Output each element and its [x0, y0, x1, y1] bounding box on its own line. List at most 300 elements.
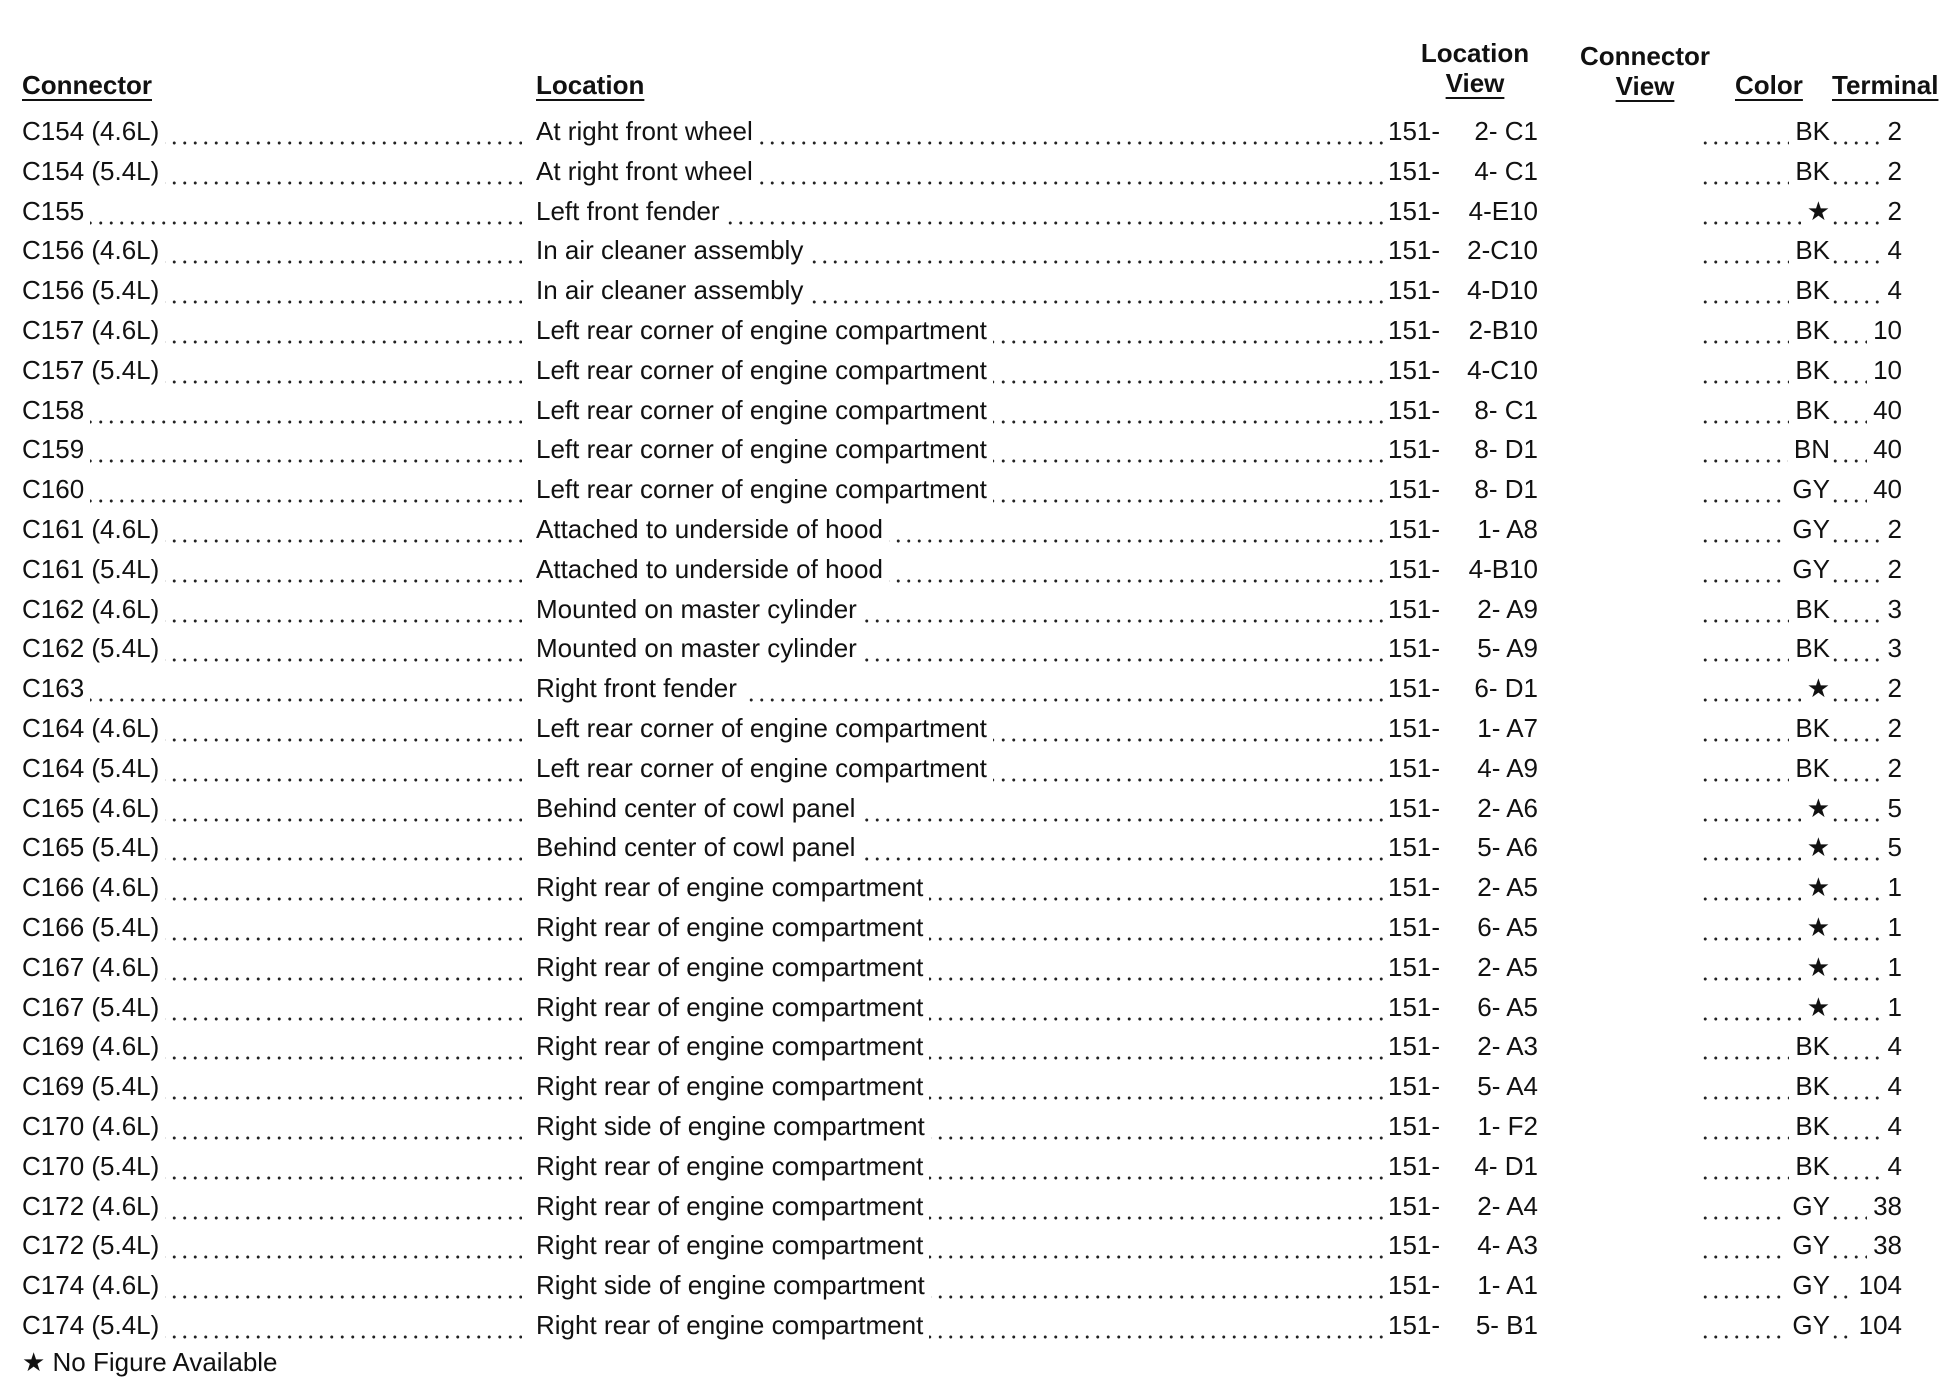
- location-view-cell-text: 5- B1: [1475, 1309, 1538, 1340]
- location-view-cell: [1430, 789, 1538, 829]
- table-row: [0, 1107, 1950, 1147]
- terminal-cell-text: 4: [1882, 275, 1902, 305]
- location-cell-text: In air cleaner assembly: [536, 235, 809, 265]
- terminal-cell-text: 2: [1882, 673, 1902, 703]
- connector-cell: [22, 271, 522, 311]
- color-cell: [1700, 112, 1830, 152]
- table-row: [0, 550, 1950, 590]
- terminal-cell-text: 40: [1867, 434, 1902, 464]
- location-view-cell-text: 1- A7: [1477, 712, 1538, 743]
- table-row: [0, 430, 1950, 470]
- page-cell: [1388, 430, 1441, 470]
- location-view-cell: [1430, 1226, 1538, 1266]
- page-cell-text: 151-: [1388, 593, 1441, 624]
- table-row: [0, 1306, 1950, 1346]
- terminal-cell-text: 3: [1882, 633, 1902, 663]
- table-row: [0, 351, 1950, 391]
- connector-cell-text: C174 (4.6L): [22, 1270, 165, 1300]
- connector-cell-text: C169 (4.6L): [22, 1031, 165, 1061]
- location-view-cell-text: 1- A8: [1477, 513, 1538, 544]
- header-color: Color: [1735, 70, 1803, 100]
- table-row: [0, 749, 1950, 789]
- page-cell-text: 151-: [1388, 314, 1441, 345]
- page-cell-text: 151-: [1388, 872, 1441, 903]
- color-cell: [1700, 391, 1830, 431]
- connector-cell: [22, 1107, 522, 1147]
- color-cell-text: BK: [1789, 753, 1830, 783]
- location-view-cell-text: 2- C1: [1474, 116, 1538, 146]
- location-view-cell: [1430, 709, 1538, 749]
- location-cell: [536, 908, 1386, 948]
- location-cell-text: Left front fender: [536, 196, 726, 226]
- color-cell-text: BK: [1789, 355, 1830, 385]
- color-cell: [1700, 152, 1830, 192]
- color-cell-text: GY: [1786, 514, 1830, 544]
- color-cell: [1700, 1147, 1830, 1187]
- table-row: [0, 311, 1950, 351]
- location-cell-text: At right front wheel: [536, 156, 759, 186]
- location-cell: [536, 1107, 1386, 1147]
- connector-cell: [22, 908, 522, 948]
- color-cell-text: BK: [1789, 116, 1830, 146]
- terminal-cell-text: 104: [1853, 1270, 1902, 1300]
- location-cell-text: Left rear corner of engine compartment: [536, 474, 993, 504]
- terminal-cell-text: 4: [1882, 1071, 1902, 1101]
- location-view-cell: [1430, 908, 1538, 948]
- location-view-cell-text: 2-C10: [1467, 235, 1538, 266]
- table-row: [0, 1226, 1950, 1266]
- location-cell: [536, 789, 1386, 829]
- page-cell-text: 151-: [1388, 832, 1441, 863]
- location-cell-text: Mounted on master cylinder: [536, 633, 863, 663]
- color-cell: [1700, 709, 1830, 749]
- location-view-cell-text: 2- A6: [1477, 792, 1538, 823]
- page-cell: [1388, 1266, 1441, 1306]
- location-cell-text: Behind center of cowl panel: [536, 832, 861, 862]
- connector-cell-text: C167 (4.6L): [22, 952, 165, 982]
- connector-cell: [22, 789, 522, 829]
- location-cell: [536, 192, 1386, 232]
- connector-cell-text: C165 (5.4L): [22, 832, 165, 862]
- page-cell-text: 151-: [1388, 1190, 1441, 1221]
- connector-cell: [22, 1187, 522, 1227]
- location-cell-text: Right rear of engine compartment: [536, 1230, 929, 1260]
- terminal-cell: [1830, 231, 1902, 271]
- terminal-cell: [1830, 192, 1902, 232]
- location-view-cell-text: 5- A9: [1477, 633, 1538, 664]
- page-cell-text: 151-: [1388, 1110, 1441, 1141]
- location-cell: [536, 430, 1386, 470]
- connector-cell-text: C170 (5.4L): [22, 1151, 165, 1181]
- connector-cell-text: C157 (5.4L): [22, 355, 165, 385]
- terminal-cell: [1830, 1187, 1902, 1227]
- location-view-cell: [1430, 1187, 1538, 1227]
- terminal-cell-text: 10: [1867, 355, 1902, 385]
- location-view-cell-text: 4-B10: [1468, 553, 1538, 584]
- terminal-cell-text: 4: [1882, 1111, 1902, 1141]
- location-view-cell: [1430, 988, 1538, 1028]
- connector-cell-text: C154 (4.6L): [22, 116, 165, 146]
- color-cell-text: ★: [1801, 872, 1830, 902]
- color-cell: [1700, 908, 1830, 948]
- connector-cell: [22, 550, 522, 590]
- connector-cell: [22, 231, 522, 271]
- page-cell: [1388, 192, 1441, 232]
- terminal-cell-text: 4: [1882, 235, 1902, 265]
- table-row: [0, 1266, 1950, 1306]
- location-cell-text: Attached to underside of hood: [536, 514, 889, 544]
- connector-cell: [22, 629, 522, 669]
- location-view-cell-text: 6- D1: [1474, 673, 1538, 704]
- location-view-cell: [1430, 1107, 1538, 1147]
- connector-cell-text: C154 (5.4L): [22, 156, 165, 186]
- color-cell: [1700, 231, 1830, 271]
- location-cell: [536, 828, 1386, 868]
- location-cell-text: Right rear of engine compartment: [536, 912, 929, 942]
- terminal-cell: [1830, 311, 1902, 351]
- location-cell-text: Left rear corner of engine compartment: [536, 395, 993, 425]
- page-cell: [1388, 550, 1441, 590]
- connector-cell: [22, 1306, 522, 1346]
- terminal-cell: [1830, 1266, 1902, 1306]
- table-row: [0, 709, 1950, 749]
- terminal-cell: [1830, 749, 1902, 789]
- location-cell-text: Right front fender: [536, 673, 743, 703]
- location-view-cell-text: 2-B10: [1468, 314, 1538, 345]
- location-cell-text: Right rear of engine compartment: [536, 1071, 929, 1101]
- terminal-cell: [1830, 112, 1902, 152]
- location-view-cell: [1430, 112, 1538, 152]
- color-cell: [1700, 550, 1830, 590]
- connector-cell-text: C160: [22, 474, 90, 504]
- color-cell-text: BN: [1788, 434, 1830, 464]
- location-view-cell-text: 8- C1: [1474, 394, 1538, 425]
- page-cell: [1388, 1147, 1441, 1187]
- terminal-cell-text: 2: [1882, 753, 1902, 783]
- connector-cell-text: C166 (5.4L): [22, 912, 165, 942]
- location-cell: [536, 510, 1386, 550]
- location-view-cell-text: 6- A5: [1477, 911, 1538, 942]
- location-view-cell: [1430, 271, 1538, 311]
- color-cell: [1700, 1266, 1830, 1306]
- location-view-cell: [1430, 749, 1538, 789]
- terminal-cell: [1830, 510, 1902, 550]
- terminal-cell: [1830, 391, 1902, 431]
- connector-cell-text: C156 (5.4L): [22, 275, 165, 305]
- terminal-cell-text: 4: [1882, 1151, 1902, 1181]
- connector-cell: [22, 192, 522, 232]
- connector-cell: [22, 669, 522, 709]
- location-cell: [536, 948, 1386, 988]
- location-view-cell-text: 2- A9: [1477, 593, 1538, 624]
- location-cell: [536, 868, 1386, 908]
- location-view-cell: [1430, 669, 1538, 709]
- page-cell-text: 151-: [1388, 752, 1441, 783]
- connector-cell: [22, 510, 522, 550]
- color-cell-text: GY: [1786, 554, 1830, 584]
- page-cell: [1388, 351, 1441, 391]
- color-cell: [1700, 868, 1830, 908]
- terminal-cell-text: 2: [1882, 196, 1902, 226]
- terminal-cell: [1830, 1107, 1902, 1147]
- page-cell: [1388, 749, 1441, 789]
- terminal-cell-text: 10: [1867, 315, 1902, 345]
- terminal-cell: [1830, 590, 1902, 630]
- location-cell-text: Left rear corner of engine compartment: [536, 315, 993, 345]
- page-cell: [1388, 1027, 1441, 1067]
- location-view-cell-text: 4-D10: [1467, 275, 1538, 306]
- location-cell: [536, 311, 1386, 351]
- color-cell-text: ★: [1801, 673, 1830, 703]
- connector-cell-text: C170 (4.6L): [22, 1111, 165, 1141]
- location-cell-text: At right front wheel: [536, 116, 759, 146]
- location-view-cell: [1430, 510, 1538, 550]
- location-cell: [536, 231, 1386, 271]
- color-cell: [1700, 988, 1830, 1028]
- page-cell: [1388, 828, 1441, 868]
- location-cell-text: Left rear corner of engine compartment: [536, 713, 993, 743]
- terminal-cell-text: 104: [1853, 1310, 1902, 1340]
- color-cell-text: BK: [1789, 713, 1830, 743]
- page-cell: [1388, 271, 1441, 311]
- page-cell: [1388, 908, 1441, 948]
- location-cell-text: Right rear of engine compartment: [536, 1191, 929, 1221]
- table-row: [0, 152, 1950, 192]
- page-cell-text: 151-: [1388, 354, 1441, 385]
- terminal-cell-text: 40: [1867, 395, 1902, 425]
- color-cell-text: BK: [1789, 395, 1830, 425]
- connector-cell-text: C162 (5.4L): [22, 633, 165, 663]
- table-row: [0, 948, 1950, 988]
- location-view-cell: [1430, 231, 1538, 271]
- table-row: [0, 470, 1950, 510]
- location-view-cell: [1430, 470, 1538, 510]
- terminal-cell-text: 1: [1882, 912, 1902, 942]
- page-cell-text: 151-: [1388, 991, 1441, 1022]
- terminal-cell: [1830, 828, 1902, 868]
- color-cell-text: ★: [1801, 992, 1830, 1022]
- color-cell: [1700, 789, 1830, 829]
- location-cell-text: Right rear of engine compartment: [536, 872, 929, 902]
- table-row: [0, 590, 1950, 630]
- terminal-cell-text: 5: [1882, 832, 1902, 862]
- terminal-cell: [1830, 470, 1902, 510]
- terminal-cell: [1830, 271, 1902, 311]
- table-row: [0, 112, 1950, 152]
- table-header: [0, 0, 1950, 110]
- terminal-cell-text: 2: [1882, 713, 1902, 743]
- location-cell: [536, 1027, 1386, 1067]
- terminal-cell-text: 5: [1882, 793, 1902, 823]
- color-cell-text: ★: [1801, 196, 1830, 226]
- location-view-cell-text: 5- A6: [1477, 832, 1538, 863]
- color-cell-text: BK: [1789, 594, 1830, 624]
- page-cell: [1388, 112, 1441, 152]
- page-cell-text: 151-: [1388, 1150, 1441, 1181]
- color-cell: [1700, 192, 1830, 232]
- page-cell-text: 151-: [1388, 1071, 1441, 1102]
- location-view-cell: [1430, 868, 1538, 908]
- location-view-cell: [1430, 1067, 1538, 1107]
- connector-cell-text: C162 (4.6L): [22, 594, 165, 624]
- color-cell: [1700, 271, 1830, 311]
- color-cell: [1700, 430, 1830, 470]
- location-view-cell-text: 4- D1: [1474, 1150, 1538, 1181]
- header-location: Location: [536, 70, 645, 100]
- color-cell-text: BK: [1789, 235, 1830, 265]
- header-connector-view: Connector View: [1580, 41, 1710, 101]
- terminal-cell-text: 3: [1882, 594, 1902, 624]
- location-cell: [536, 1266, 1386, 1306]
- color-cell: [1700, 510, 1830, 550]
- location-view-cell: [1430, 192, 1538, 232]
- page-cell-text: 151-: [1388, 673, 1441, 704]
- location-cell: [536, 669, 1386, 709]
- header-connector: Connector: [22, 70, 152, 100]
- page-cell: [1388, 629, 1441, 669]
- table-row: [0, 1147, 1950, 1187]
- color-cell: [1700, 1067, 1830, 1107]
- location-cell-text: Left rear corner of engine compartment: [536, 434, 993, 464]
- color-cell-text: ★: [1801, 793, 1830, 823]
- page-cell: [1388, 1107, 1441, 1147]
- location-view-cell: [1430, 152, 1538, 192]
- page-cell-text: 151-: [1388, 474, 1441, 505]
- color-cell: [1700, 1306, 1830, 1346]
- page-cell-text: 151-: [1388, 275, 1441, 306]
- terminal-cell: [1830, 351, 1902, 391]
- connector-cell-text: C167 (5.4L): [22, 992, 165, 1022]
- connector-cell: [22, 1266, 522, 1306]
- color-cell: [1700, 669, 1830, 709]
- page-cell: [1388, 470, 1441, 510]
- page-cell: [1388, 789, 1441, 829]
- connector-cell-text: C157 (4.6L): [22, 315, 165, 345]
- location-cell-text: Left rear corner of engine compartment: [536, 753, 993, 783]
- connector-cell: [22, 749, 522, 789]
- color-cell: [1700, 1187, 1830, 1227]
- connector-cell: [22, 430, 522, 470]
- color-cell: [1700, 1226, 1830, 1266]
- connector-cell: [22, 1067, 522, 1107]
- location-cell-text: Right rear of engine compartment: [536, 1151, 929, 1181]
- terminal-cell: [1830, 430, 1902, 470]
- color-cell-text: BK: [1789, 315, 1830, 345]
- page-cell-text: 151-: [1388, 792, 1441, 823]
- terminal-cell: [1830, 1306, 1902, 1346]
- table-row: [0, 868, 1950, 908]
- connector-cell-text: C165 (4.6L): [22, 793, 165, 823]
- connector-cell-text: C174 (5.4L): [22, 1310, 165, 1340]
- page-cell-text: 151-: [1388, 513, 1441, 544]
- connector-cell-text: C166 (4.6L): [22, 872, 165, 902]
- location-cell-text: Right rear of engine compartment: [536, 1310, 929, 1340]
- table-row: [0, 510, 1950, 550]
- header-terminal: Terminal: [1832, 70, 1939, 100]
- connector-cell: [22, 828, 522, 868]
- page-cell: [1388, 1187, 1441, 1227]
- location-view-cell-text: 1- A1: [1477, 1270, 1538, 1301]
- terminal-cell-text: 1: [1882, 872, 1902, 902]
- location-cell-text: Right rear of engine compartment: [536, 952, 929, 982]
- color-cell: [1700, 470, 1830, 510]
- page-cell-text: 151-: [1388, 1270, 1441, 1301]
- page-cell-text: 151-: [1388, 712, 1441, 743]
- terminal-cell: [1830, 1027, 1902, 1067]
- location-view-cell: [1430, 1147, 1538, 1187]
- connector-cell: [22, 470, 522, 510]
- location-view-cell: [1430, 1027, 1538, 1067]
- location-cell-text: Behind center of cowl panel: [536, 793, 861, 823]
- page-cell: [1388, 709, 1441, 749]
- connector-cell: [22, 1226, 522, 1266]
- terminal-cell-text: 38: [1867, 1191, 1902, 1221]
- connector-cell: [22, 988, 522, 1028]
- page-cell-text: 151-: [1388, 553, 1441, 584]
- connector-cell-text: C172 (4.6L): [22, 1191, 165, 1221]
- page-cell: [1388, 590, 1441, 630]
- location-view-cell-text: 6- A5: [1477, 991, 1538, 1022]
- terminal-cell-text: 2: [1882, 116, 1902, 146]
- terminal-cell-text: 2: [1882, 554, 1902, 584]
- location-cell: [536, 1147, 1386, 1187]
- location-cell-text: In air cleaner assembly: [536, 275, 809, 305]
- connector-cell-text: C163: [22, 673, 90, 703]
- terminal-cell: [1830, 789, 1902, 829]
- connector-cell-text: C164 (5.4L): [22, 753, 165, 783]
- terminal-cell: [1830, 1147, 1902, 1187]
- connector-cell: [22, 868, 522, 908]
- color-cell-text: ★: [1801, 832, 1830, 862]
- connector-cell: [22, 351, 522, 391]
- location-cell: [536, 709, 1386, 749]
- terminal-cell: [1830, 988, 1902, 1028]
- location-cell: [536, 351, 1386, 391]
- color-cell: [1700, 948, 1830, 988]
- table-row: [0, 669, 1950, 709]
- location-view-cell-text: 8- D1: [1474, 474, 1538, 505]
- terminal-cell: [1830, 908, 1902, 948]
- location-view-cell-text: 2- A3: [1477, 1031, 1538, 1062]
- location-cell-text: Right side of engine compartment: [536, 1111, 931, 1141]
- location-cell: [536, 112, 1386, 152]
- location-view-cell: [1430, 1266, 1538, 1306]
- terminal-cell-text: 1: [1882, 952, 1902, 982]
- terminal-cell-text: 2: [1882, 514, 1902, 544]
- page-cell-text: 151-: [1388, 1031, 1441, 1062]
- page-cell: [1388, 1226, 1441, 1266]
- location-view-cell-text: 5- A4: [1477, 1071, 1538, 1102]
- page-cell: [1388, 231, 1441, 271]
- table-row: [0, 1187, 1950, 1227]
- connector-cell: [22, 709, 522, 749]
- location-cell-text: Left rear corner of engine compartment: [536, 355, 993, 385]
- table-row: [0, 1027, 1950, 1067]
- color-cell-text: BK: [1789, 1031, 1830, 1061]
- connector-cell-text: C159: [22, 434, 90, 464]
- location-view-cell: [1430, 391, 1538, 431]
- location-cell: [536, 470, 1386, 510]
- location-cell: [536, 1306, 1386, 1346]
- page-cell: [1388, 311, 1441, 351]
- terminal-cell: [1830, 868, 1902, 908]
- connector-cell: [22, 948, 522, 988]
- location-view-cell-text: 2- A4: [1477, 1190, 1538, 1221]
- page-cell: [1388, 948, 1441, 988]
- page-cell: [1388, 391, 1441, 431]
- location-view-cell-text: 4-C10: [1467, 354, 1538, 385]
- color-cell: [1700, 1107, 1830, 1147]
